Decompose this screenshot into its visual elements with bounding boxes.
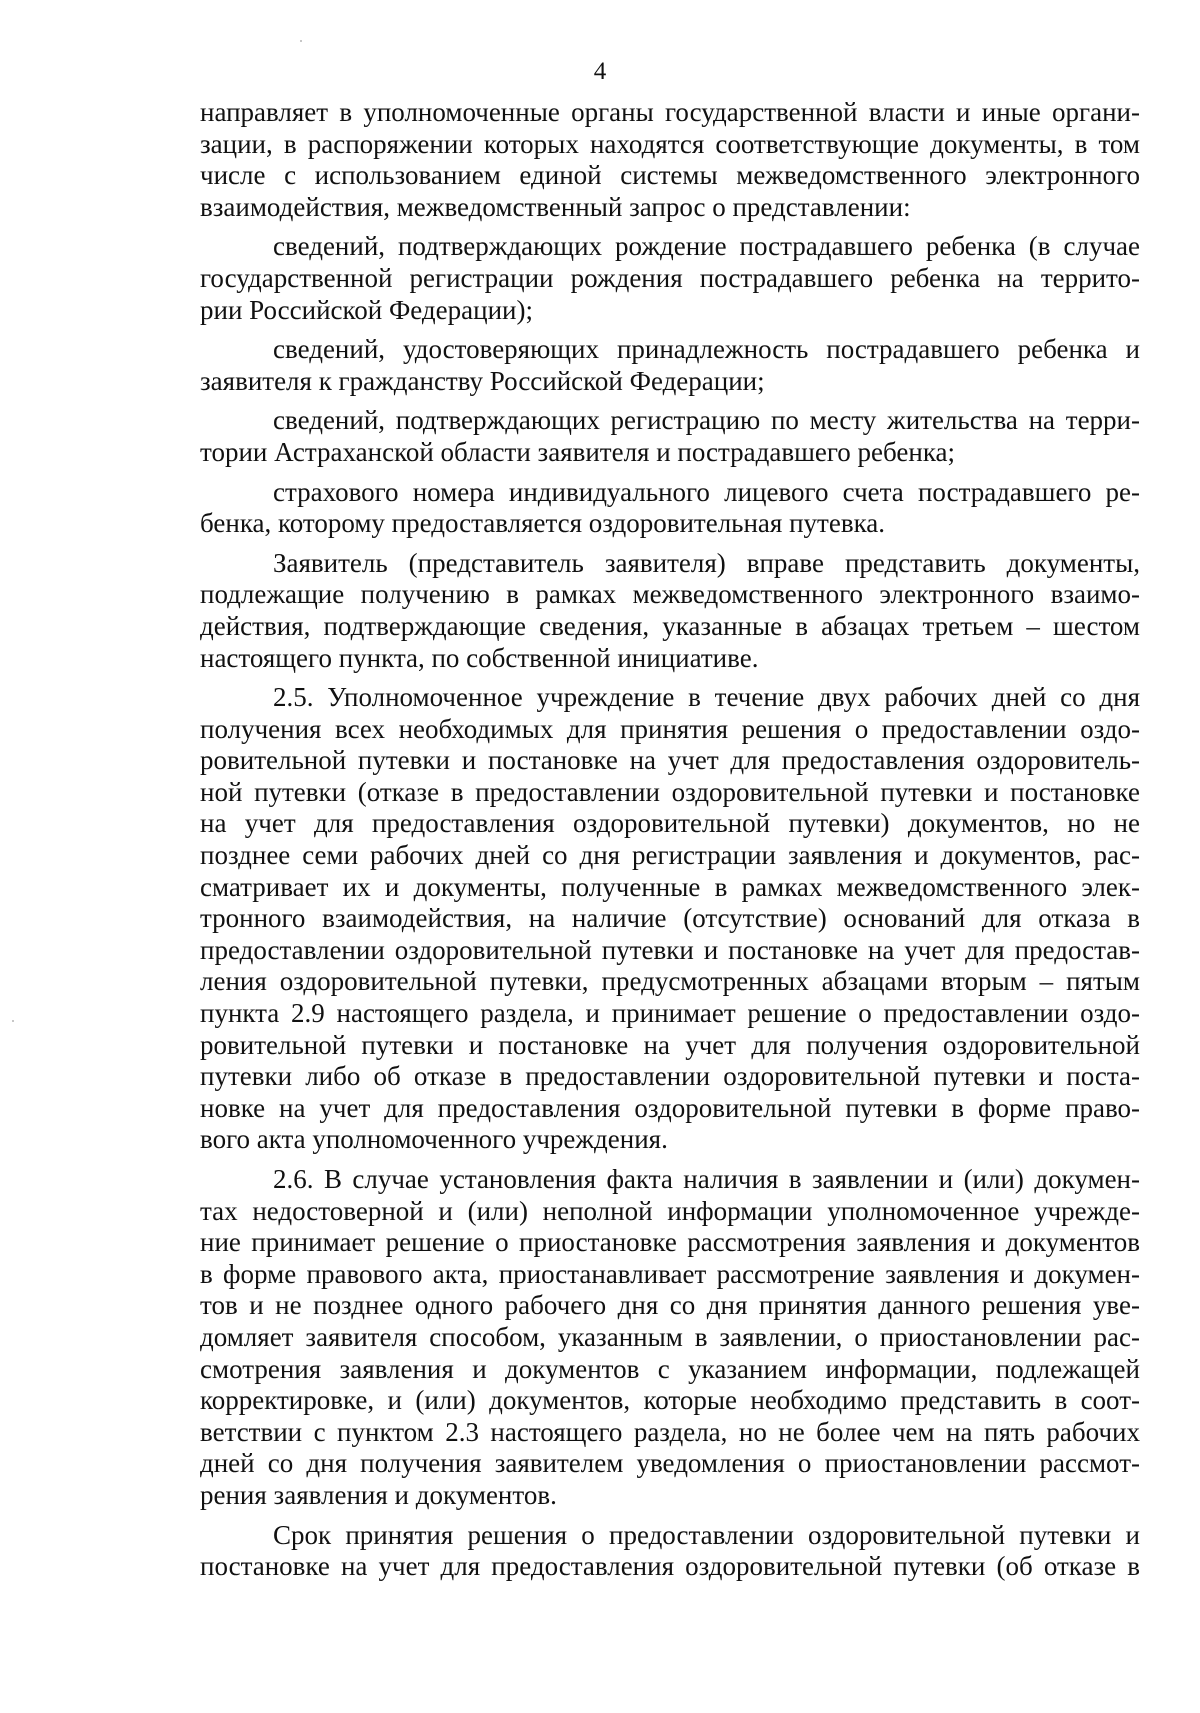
text-line: путевки либо об отказе в предоставлении оздоровительной путевки и поста- (200, 1061, 1140, 1092)
paragraph (200, 477, 1140, 540)
text-line: тронного взаимодействия, на наличие (отсутствие) оснований для отказа в (200, 903, 1140, 934)
text-line: государственной регистрации рождения пострадавшего ребенка на террито- (200, 262, 1140, 293)
scan-speck (12, 1020, 14, 1022)
text-line: действия, подтверждающие сведения, указанные в абзацах третьем – шестом (200, 610, 1140, 641)
text-line: страхового номера индивидуального лицевого счета пострадавшего ре- (273, 476, 1140, 507)
text-line: домляет заявителя способом, указанным в заявлении, о приостановлении рас- (200, 1321, 1140, 1352)
text-line: позднее семи рабочих дней со дня регистрации заявления и документов, рас- (200, 840, 1140, 871)
page-number: 4 (593, 58, 607, 85)
text-line: корректировке, и (или) документов, которые необходимо представить в соот- (200, 1385, 1140, 1416)
text-line: ние принимает решение о приостановке рассмотрения заявления и документов (200, 1227, 1140, 1258)
paragraph (200, 231, 1140, 326)
text-line: в форме правового акта, приостанавливает рассмотрение заявления и докумен- (200, 1258, 1140, 1289)
text-line: 2.6. В случае установления факта наличия в заявлении и (или) докумен- (273, 1164, 1140, 1194)
text-line: на учет для предоставления оздоровительной путевки) документов, но не (200, 808, 1140, 839)
text-line: рии Российской Федерации); (200, 294, 533, 325)
text-line: тов и не позднее одного рабочего дня со дня принятия данного решения уве- (200, 1290, 1140, 1321)
text-line: сведений, подтверждающих регистрацию по месту жительства на терри- (273, 405, 1140, 436)
paragraph (200, 334, 1140, 397)
paragraph (200, 1164, 1140, 1512)
text-line: направляет в уполномоченные органы государственной власти и иные органи- (200, 97, 1140, 127)
scan-speck (300, 40, 302, 42)
text-line: ветствии с пунктом 2.3 настоящего раздела, но не более чем на пять рабочих (200, 1416, 1140, 1447)
text-line: сведений, удостоверяющих принадлежность пострадавшего ребенка и (273, 334, 1140, 365)
paragraph (200, 548, 1140, 674)
text-line: смотрения заявления и документов с указанием информации, подлежащей (200, 1353, 1140, 1384)
text-line: тории Астраханской области заявителя и пострадавшего ребенка; (200, 436, 956, 467)
text-line: постановке на учет для предоставления оздоровительной путевки (об отказе в (200, 1551, 1140, 1582)
text-line: новке на учет для предоставления оздоровительной путевки в форме право- (200, 1092, 1140, 1123)
text-line: бенка, которому предоставляется оздоровительная путевка. (200, 508, 886, 539)
text-line: сматривает их и документы, полученные в рамках межведомственного элек- (200, 871, 1140, 902)
paragraph (200, 682, 1140, 1156)
text-line: ной путевки (отказе в предоставлении оздоровительной путевки и постановке (200, 776, 1140, 807)
paragraph (200, 97, 1140, 223)
paragraph (200, 405, 1140, 468)
text-line: сведений, подтверждающих рождение пострадавшего ребенка (в случае (273, 231, 1140, 262)
text-line: настоящего пункта, по собственной инициативе. (200, 642, 759, 673)
text-line: Срок принятия решения о предоставлении оздоровительной путевки и (273, 1519, 1140, 1550)
text-line: 2.5. Уполномоченное учреждение в течение двух рабочих дней со дня (273, 682, 1140, 713)
text-line: дней со дня получения заявителем уведомления о приостановлении рассмот- (200, 1448, 1140, 1479)
text-line: числе с использованием единой системы межведомственного электронного (200, 160, 1140, 191)
document-body (200, 97, 1140, 1583)
text-line: рения заявления и документов. (200, 1479, 557, 1510)
text-line: предоставлении оздоровительной путевки и постановке на учет для предостав- (200, 934, 1140, 965)
text-line: получения всех необходимых для принятия решения о предоставлении оздо- (200, 713, 1140, 744)
paragraph (200, 1520, 1140, 1583)
text-line: взаимодействия, межведомственный запрос о представлении: (200, 191, 911, 222)
text-line: тах недостоверной и (или) неполной информации уполномоченное учрежде- (200, 1195, 1140, 1226)
text-line: пункта 2.9 настоящего раздела, и принимает решение о предоставлении оздо- (200, 998, 1140, 1029)
text-line: подлежащие получению в рамках межведомственного электронного взаимо- (200, 579, 1140, 610)
text-line: ровительной путевки и постановке на учет для предоставления оздоровитель- (200, 745, 1140, 776)
text-line: заявителя к гражданству Российской Федерации; (200, 365, 765, 396)
text-line: ровительной путевки и постановке на учет для получения оздоровительной (200, 1029, 1140, 1060)
text-line: Заявитель (представитель заявителя) вправе представить документы, (273, 547, 1140, 578)
text-line: вого акта уполномоченного учреждения. (200, 1124, 668, 1155)
text-line: ления оздоровительной путевки, предусмотренных абзацами вторым – пятым (200, 966, 1140, 997)
text-line: зации, в распоряжении которых находятся соответствующие документы, в том (200, 128, 1140, 159)
